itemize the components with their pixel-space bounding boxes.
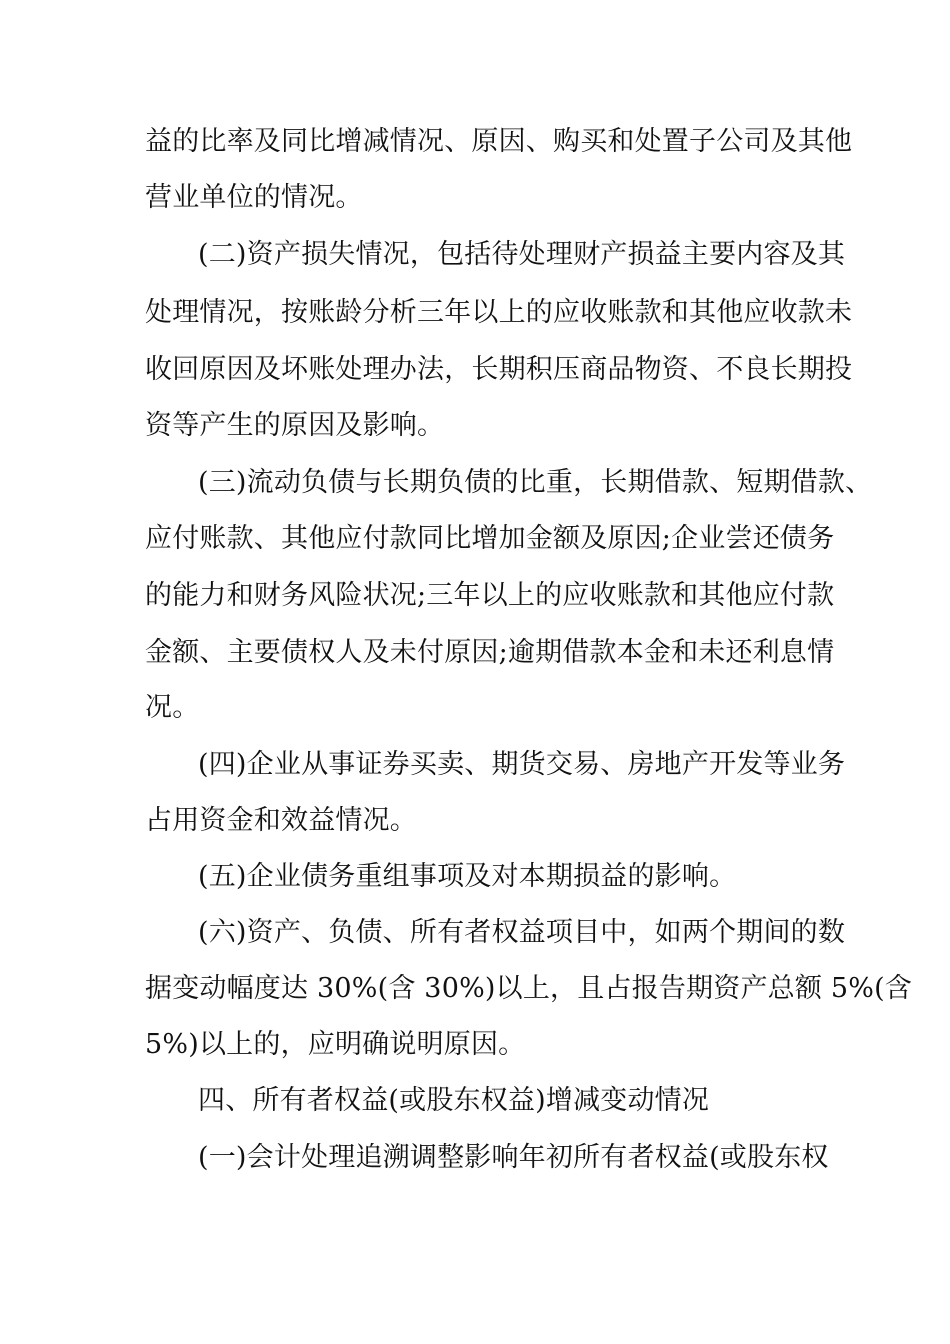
paragraph-6-line: (六)资产、负债、所有者权益项目中，如两个期间的数 bbox=[198, 917, 846, 948]
paragraph-3-line: (三)流动负债与长期负债的比重，长期借款、短期借款、 bbox=[198, 467, 873, 498]
text-line: 益的比率及同比增减情况、原因、购买和处置子公司及其他 bbox=[145, 126, 853, 157]
text-line: 营业单位的情况。 bbox=[145, 182, 363, 213]
text-line: 占用资金和效益情况。 bbox=[145, 805, 417, 836]
text-line: 据变动幅度达 30%(含 30%)以上，且占报告期资产总额 5%(含 bbox=[145, 973, 913, 1004]
text-line: 处理情况，按账龄分析三年以上的应收账款和其他应收款未 bbox=[145, 297, 853, 328]
text-line: 应付账款、其他应付款同比增加金额及原因;企业尝还债务 bbox=[145, 523, 835, 554]
text-line: 收回原因及坏账处理办法，长期积压商品物资、不良长期投 bbox=[145, 354, 853, 385]
paragraph-2-line: (二)资产损失情况，包括待处理财产损益主要内容及其 bbox=[198, 239, 846, 270]
paragraph-1-line: (一)会计处理追溯调整影响年初所有者权益(或股东权 bbox=[198, 1142, 829, 1173]
text-line: 资等产生的原因及影响。 bbox=[145, 410, 445, 441]
paragraph-5-line: (五)企业债务重组事项及对本期损益的影响。 bbox=[198, 861, 737, 892]
text-line: 况。 bbox=[145, 692, 200, 723]
text-line: 5%)以上的，应明确说明原因。 bbox=[145, 1029, 526, 1060]
text-line: 的能力和财务风险状况;三年以上的应收账款和其他应付款 bbox=[145, 580, 835, 611]
text-line: 金额、主要债权人及未付原因;逾期借款本金和未还利息情 bbox=[145, 637, 835, 668]
section-heading: 四、所有者权益(或股东权益)增减变动情况 bbox=[198, 1085, 710, 1116]
paragraph-4-line: (四)企业从事证券买卖、期货交易、房地产开发等业务 bbox=[198, 749, 846, 780]
